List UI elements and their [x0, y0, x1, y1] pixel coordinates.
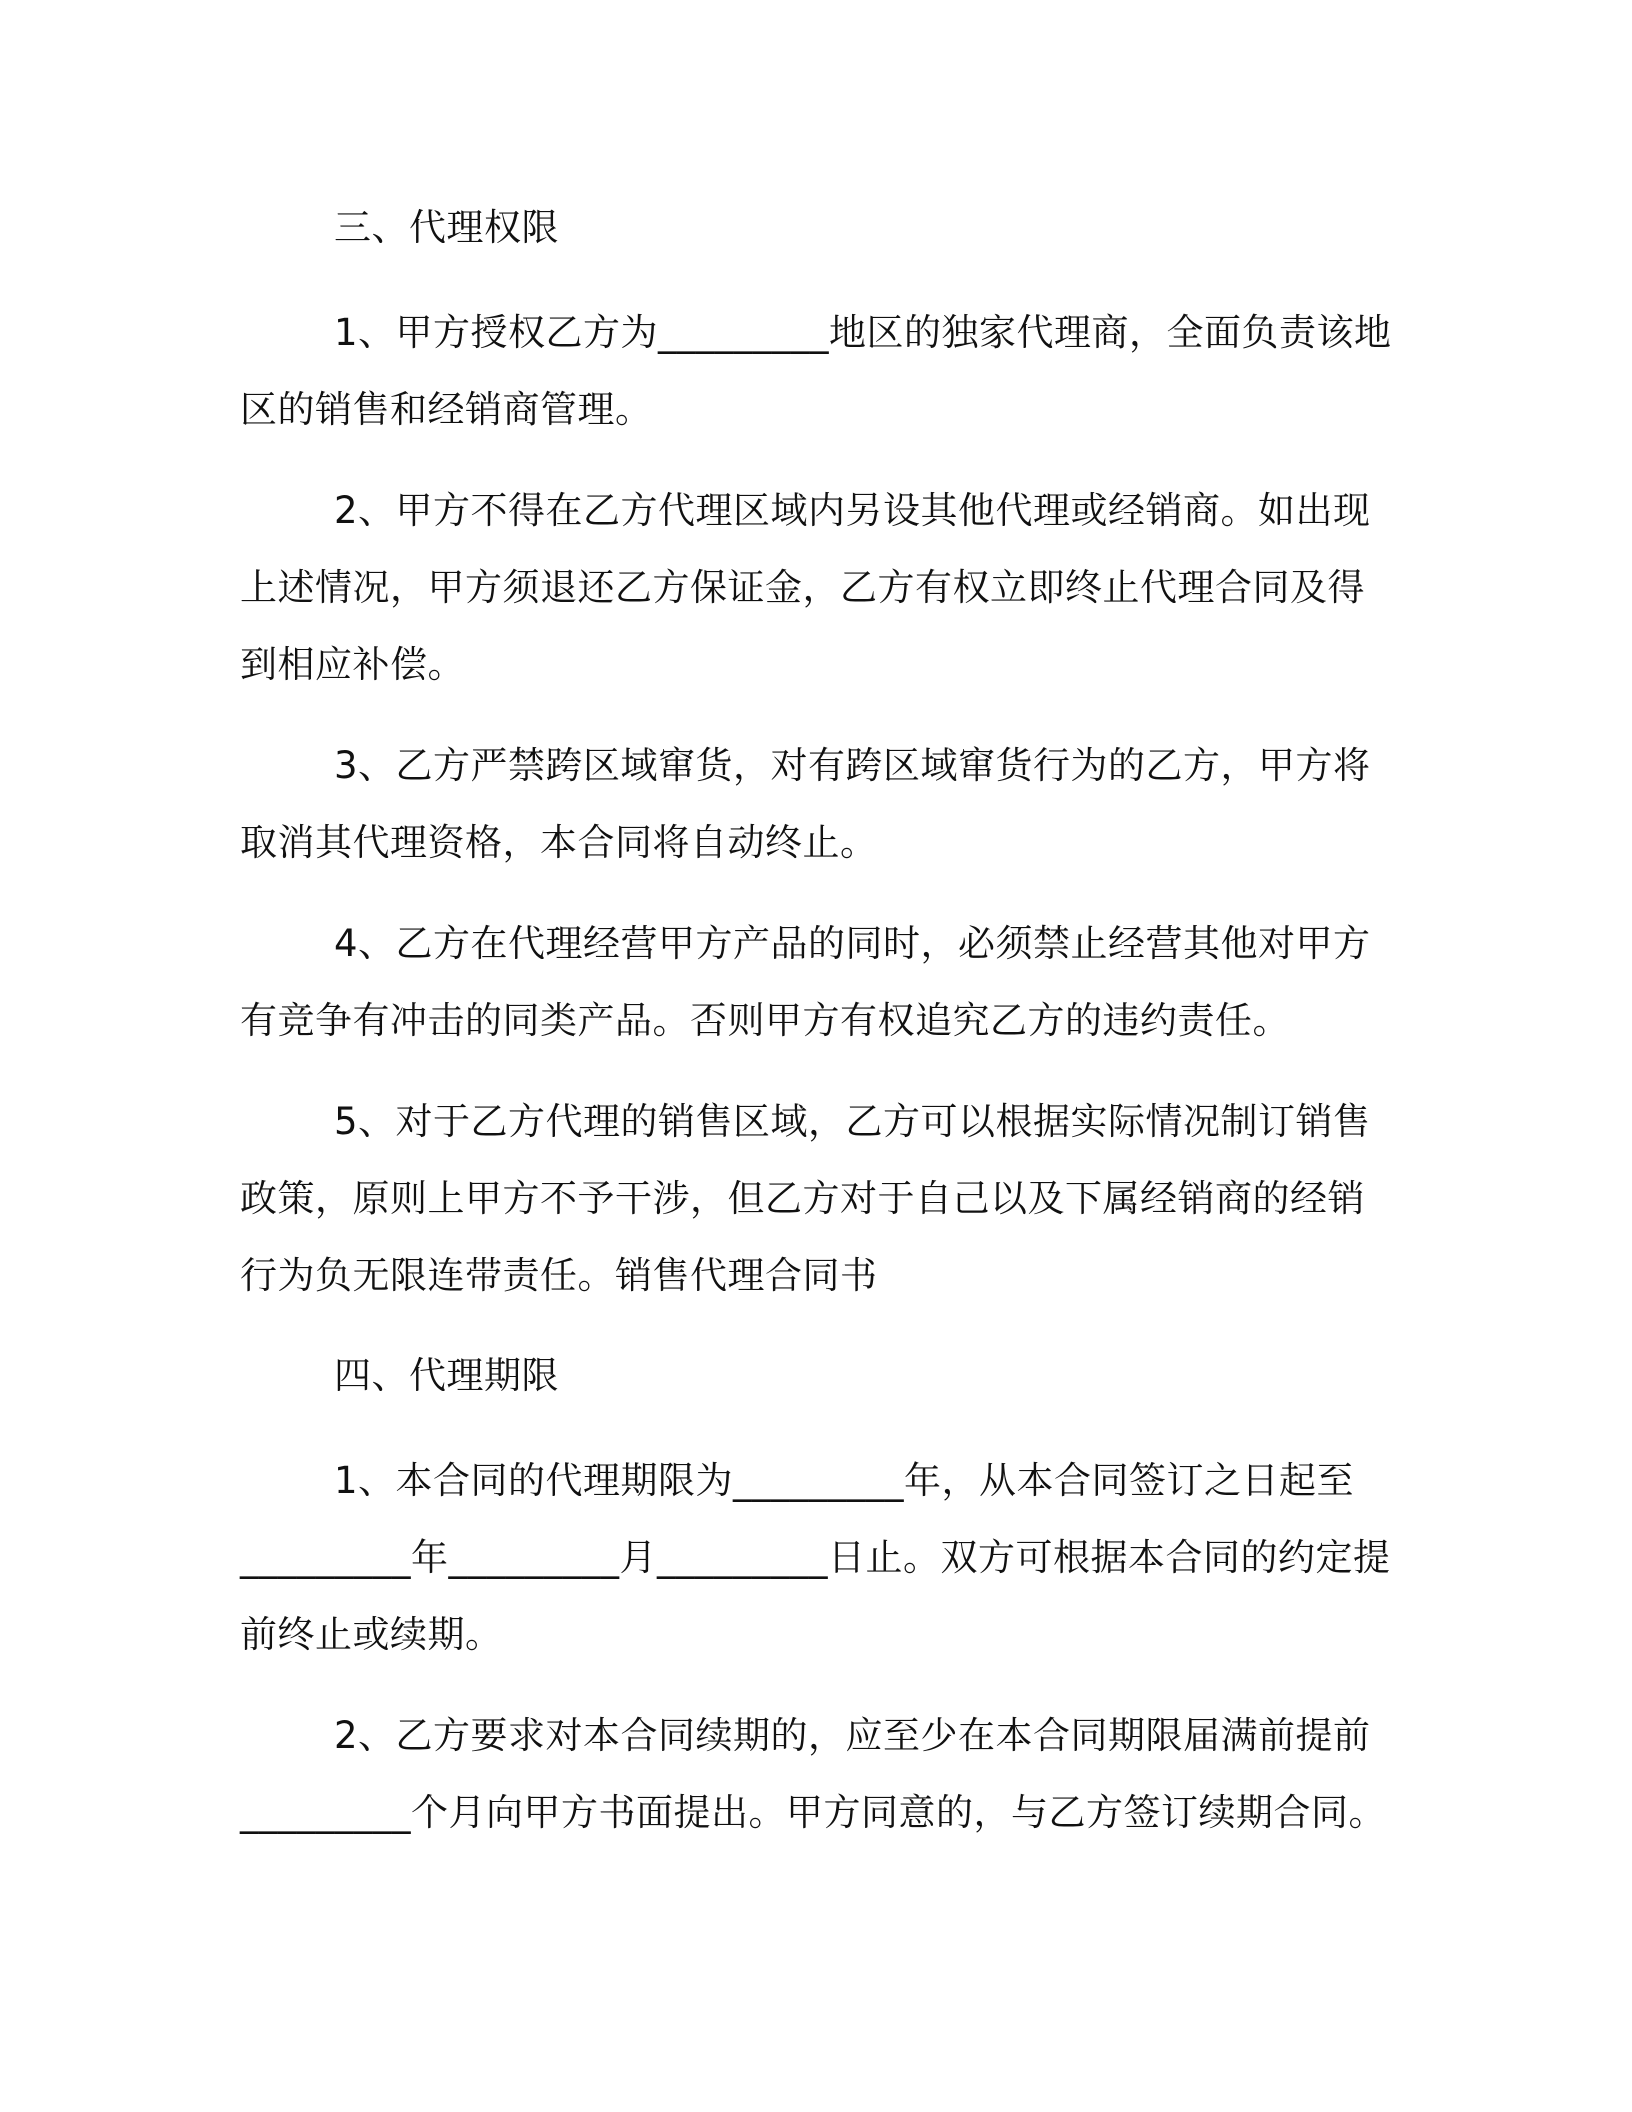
- document-page: [240, 190, 1400, 1851]
- paragraph-authority-4: 4、乙方在代理经营甲方产品的同时，必须禁止经营其他对甲方有竞争有冲击的同类产品。否则甲方有权追究乙方的违约责任。: [240, 922, 1371, 1042]
- paragraph-authority-5: 5、对于乙方代理的销售区域，乙方可以根据实际情况制订销售政策，原则上甲方不予干涉，但乙方对于自己以及下属经销商的经销行为负无限连带责任。销售代理合同书: [240, 1100, 1371, 1297]
- paragraph-term-1: 1、本合同的代理期限为_________年，从本合同签订之日起至_________年_________月_________日止。双方可根据本合同的约定提前终止或续期。: [240, 1459, 1391, 1656]
- section-heading-term: 四、代理期限: [334, 1354, 559, 1397]
- paragraph-authority-1: 1、甲方授权乙方为_________地区的独家代理商，全面负责该地区的销售和经销商管理。: [240, 311, 1392, 431]
- section-heading-authority: 三、代理权限: [334, 206, 559, 249]
- paragraph-authority-2: 2、甲方不得在乙方代理区域内另设其他代理或经销商。如出现上述情况，甲方须退还乙方保证金，乙方有权立即终止代理合同及得到相应补偿。: [240, 489, 1371, 686]
- paragraph-authority-3: 3、乙方严禁跨区域窜货，对有跨区域窜货行为的乙方，甲方将取消其代理资格，本合同将自动终止。: [240, 744, 1371, 864]
- paragraph-term-2: 2、乙方要求对本合同续期的，应至少在本合同期限届满前提前_________个月向甲方书面提出。甲方同意的，与乙方签订续期合同。: [240, 1714, 1386, 1834]
